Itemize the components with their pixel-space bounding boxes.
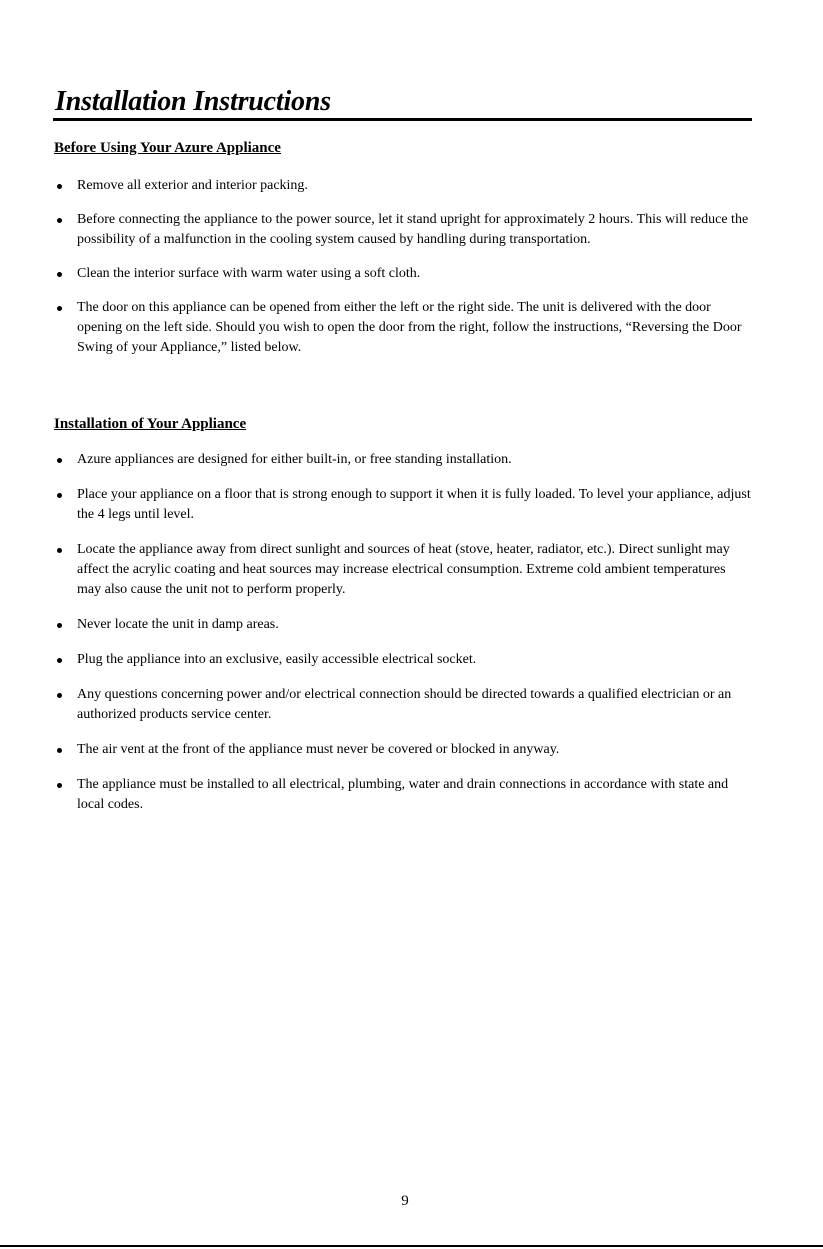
bullet-icon bbox=[57, 306, 62, 311]
list-item bbox=[53, 264, 753, 284]
list-item bbox=[53, 650, 753, 670]
page-title: Installation Instructions bbox=[55, 86, 331, 117]
list-item-text: Locate the appliance away from direct sunlight and sources of heat (stove, heater, radiator, etc.). Direct sunlight may affect the acrylic coating and heat sources may increase electrical consumption. Extreme cold ambient temperatures may also cause the unit not to perform properly. bbox=[77, 542, 730, 597]
list-item bbox=[53, 685, 753, 725]
list-item-text: Azure appliances are designed for either built-in, or free standing installation. bbox=[77, 452, 512, 467]
bullet-icon bbox=[57, 272, 62, 277]
list-item bbox=[53, 540, 753, 600]
list-item-text: The air vent at the front of the appliance must never be covered or blocked in anyway. bbox=[77, 742, 560, 757]
page-number: 9 bbox=[401, 1193, 409, 1209]
bullet-icon bbox=[57, 783, 62, 788]
section-before-using bbox=[53, 139, 753, 358]
list-item bbox=[53, 176, 753, 196]
section-heading: Installation of Your Appliance bbox=[54, 416, 247, 432]
list-item-text: Remove all exterior and interior packing. bbox=[77, 178, 308, 193]
bullet-icon bbox=[57, 658, 62, 663]
list-item-text: Place your appliance on a floor that is strong enough to support it when it is fully loaded. To level your appliance, adjust the 4 legs until level. bbox=[77, 487, 751, 522]
title-divider bbox=[53, 118, 752, 121]
bullet-icon bbox=[57, 693, 62, 698]
list-item-text: Plug the appliance into an exclusive, easily accessible electrical socket. bbox=[77, 652, 477, 667]
list-item bbox=[53, 298, 753, 358]
bullet-icon bbox=[57, 493, 62, 498]
list-item bbox=[53, 740, 753, 760]
list-item-text: Clean the interior surface with warm water using a soft cloth. bbox=[77, 266, 421, 281]
section-heading: Before Using Your Azure Appliance bbox=[54, 140, 281, 156]
bullet-icon bbox=[57, 184, 62, 189]
bullet-icon bbox=[57, 748, 62, 753]
bullet-list bbox=[53, 450, 753, 815]
list-item-text: The door on this appliance can be opened from either the left or the right side. The unit is delivered with the door opening on the left side. Should you wish to open the door from the right, follow the instructions, “Reversing the Door Swing of your Appliance,” listed below. bbox=[77, 300, 742, 355]
bullet-icon bbox=[57, 623, 62, 628]
bullet-icon bbox=[57, 218, 62, 223]
list-item-text: Any questions concerning power and/or electrical connection should be directed towards a qualified electrician or an authorized products service center. bbox=[77, 687, 732, 722]
list-item-text: The appliance must be installed to all electrical, plumbing, water and drain connections in accordance with state and local codes. bbox=[77, 777, 729, 812]
list-item-text: Never locate the unit in damp areas. bbox=[77, 617, 279, 632]
bullet-icon bbox=[57, 458, 62, 463]
list-item bbox=[53, 450, 753, 470]
bullet-list bbox=[53, 176, 753, 358]
list-item bbox=[53, 210, 753, 250]
bottom-divider bbox=[0, 1245, 823, 1247]
list-item bbox=[53, 485, 753, 525]
list-item-text: Before connecting the appliance to the power source, let it stand upright for approximately 2 hours. This will reduce the possibility of a malfunction in the cooling system caused by handling during transportation. bbox=[77, 212, 749, 247]
list-item bbox=[53, 775, 753, 815]
list-item bbox=[53, 615, 753, 635]
section-installation bbox=[53, 415, 753, 815]
bullet-icon bbox=[57, 548, 62, 553]
